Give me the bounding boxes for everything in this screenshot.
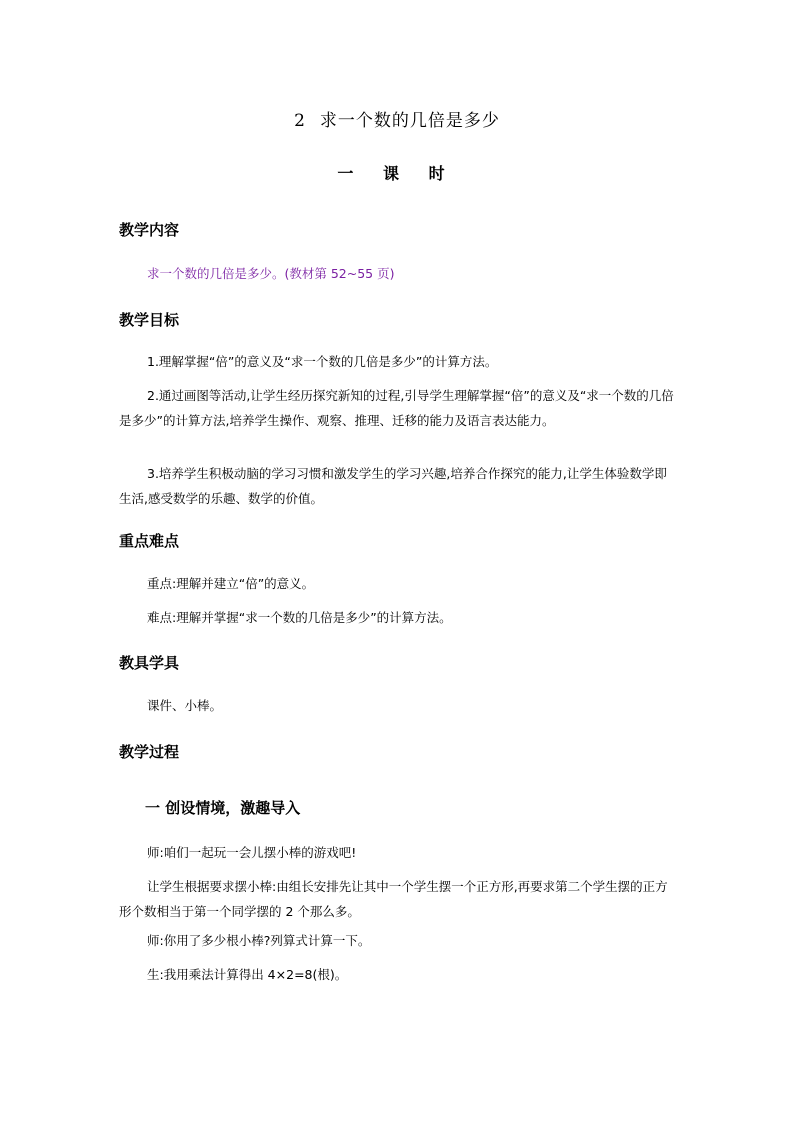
goal-item-1: 1.理解掌握“倍”的意义及“求一个数的几倍是多少”的计算方法。 (147, 354, 498, 369)
goal-item-2: 2.通过画图等活动,让学生经历探究新知的过程,引导学生理解掌握“倍”的意义及“求一个数的几倍是多少”的计算方法,培养学生操作、观察、推理、迁移的能力及语言表达能力。 (119, 388, 674, 428)
page-title (0, 106, 794, 131)
tools-text: 课件、小棒。 (147, 698, 223, 713)
content-text: 求一个数的几倍是多少。(教材第 52~55 页) (147, 266, 395, 281)
title-number: 2 (294, 111, 306, 131)
heading-tools: 教具学具 (119, 654, 180, 672)
heading-content: 教学内容 (119, 221, 180, 239)
process-line-1: 师:咱们一起玩一会儿摆小棒的游戏吧! (147, 845, 357, 860)
heading-goals: 教学目标 (119, 311, 180, 329)
title-text: 求一个数的几倍是多少 (319, 111, 500, 131)
goal-item-3: 3.培养学生积极动脑的学习习惯和激发学生的学习兴趣,培养合作探究的能力,让学生体验数学即生活,感受数学的乐趣、数学的价值。 (119, 466, 667, 506)
key-point-text: 重点:理解并建立“倍”的意义。 (147, 576, 315, 591)
page-subtitle: 一 课 时 (337, 164, 457, 183)
heading-process: 教学过程 (119, 743, 180, 761)
step-one-title: 一 创设情境，激趣导入 (145, 799, 301, 817)
process-line-4: 生:我用乘法计算得出 4×2=8(根)。 (147, 967, 348, 982)
difficulty-text: 难点:理解并掌握“求一个数的几倍是多少”的计算方法。 (147, 610, 452, 625)
heading-key-points: 重点难点 (119, 532, 180, 550)
process-line-3: 师:你用了多少根小棒?列算式计算一下。 (147, 933, 371, 948)
process-line-2: 让学生根据要求摆小棒:由组长安排先让其中一个学生摆一个正方形,再要求第二个学生摆的正方形个数相当于第一个同学摆的 2 个那么多。 (119, 879, 668, 919)
